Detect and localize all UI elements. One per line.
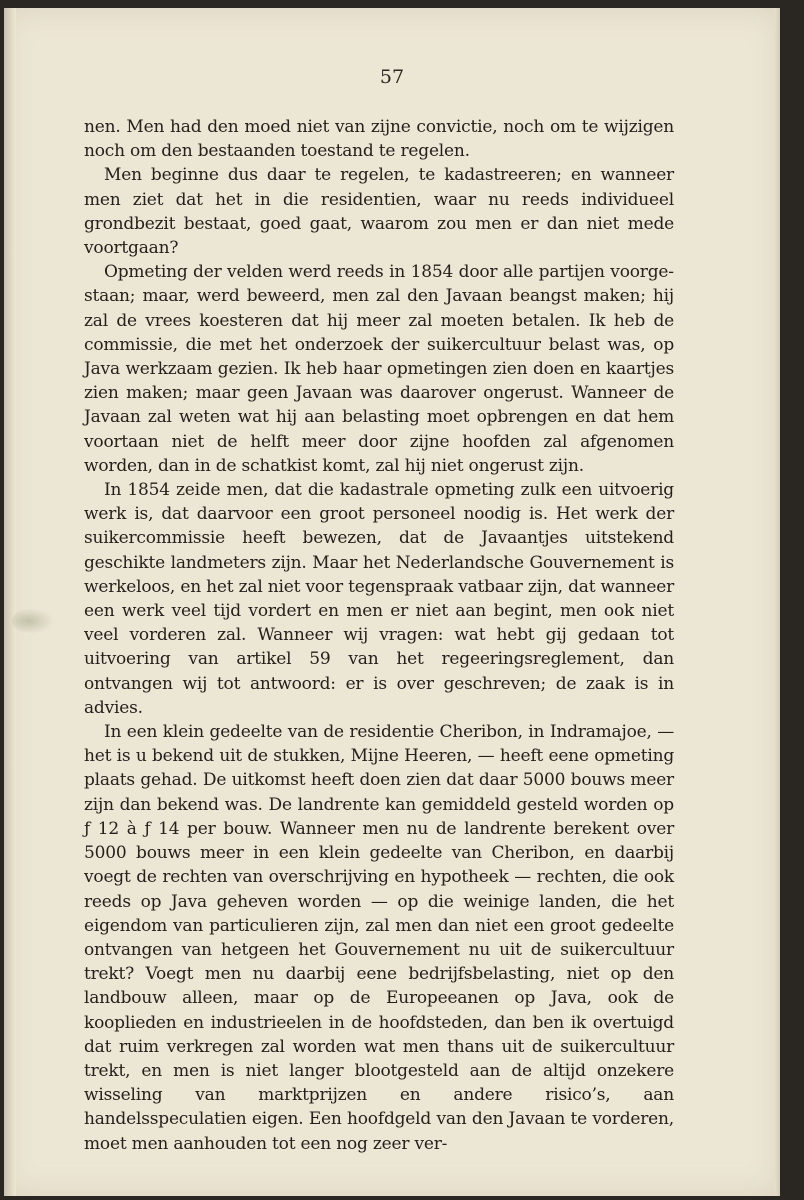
- paragraph: Opmeting der velden werd reeds in 1854 door alle partijen voorgestaan; maar, werd beweerd, men zal den Javaan beangst maken; hij zal de vrees koesteren dat hij meer zal moeten betalen. Ik heb de commissie, die met het onderzoek der suikercultuur belast was, op Java werkzaam gezien. Ik heb haar opmetingen zien doen en kaartjes zien maken; maar geen Javaan was daarover ongerust. Wanneer de Javaan zal weten wat hij aan belasting moet opbrengen en dat hem voortaan niet de helft meer door zijne hoofden zal afgenomen worden, dan in de schatkist komt, zal hij niet ongerust zijn.: [84, 262, 674, 476]
- paper-stain: [12, 608, 54, 634]
- body-text: [84, 115, 674, 1156]
- page-edge: [774, 8, 780, 1196]
- paragraph: In een klein gedeelte van de residentie Cheribon, in Indramajoe, — het is u bekend uit de stukken, Mijne Heeren, — heeft eene opmeting plaats gehad. De uitkomst heeft doen zien dat daar 5000 bouws meer zijn dan bekend was. De landrente kan gemiddeld gesteld worden op ƒ 12 à ƒ 14 per bouw. Wanneer men nu de landrente berekent over 5000 bouws meer in een klein gedeelte van Cheribon, en daarbij voegt de rechten van overschrijving en hypotheek — rechten, die ook reeds op Java geheven worden — op die weinige landen, die het eigendom van particulieren zijn, zal men dan niet een groot gedeelte ontvangen van hetgeen het Gouvernement nu uit de suikercultuur trekt? Voegt men nu daarbij eene bedrijfsbelasting, niet op den landbouw alleen, maar op de Europeeanen op Java, ook de kooplieden en industrieelen in de hoofdsteden, dan ben ik overtuigd dat ruim verkregen zal worden wat men thans uit de suikercultuur trekt, en men is niet langer blootgesteld aan de altijd onzekere wisseling van marktprijzen en andere risico’s, aan handelsspeculatien eigen. Een hoofdgeld van den Javaan te vorderen, moet men aanhouden tot een nog zeer ver-: [84, 722, 674, 1154]
- paragraph: Men beginne dus daar te regelen, te kadastreeren; en wanneer men ziet dat het in die residentien, waar nu reeds individueel grondbezit bestaat, goed gaat, waarom zou men er dan niet mede voortgaan?: [84, 165, 674, 259]
- paragraph: In 1854 zeide men, dat die kadastrale opmeting zulk een uitvoerig werk is, dat daarvoor een groot personeel noodig is. Het werk der suikercommissie heeft bewezen, dat de Javaantjes uitstekend geschikte landmeters zijn. Maar het Nederlandsche Gouvernement is werkeloos, en het zal niet voor tegenspraak vatbaar zijn, dat wanneer een werk veel tijd vordert en men er niet aan begint, men ook niet veel vorderen zal. Wanneer wij vragen: wat hebt gij gedaan tot uitvoering van artikel 59 van het regeeringsreglement, dan ontvangen wij tot antwoord: er is over geschreven; de zaak is in advies.: [84, 480, 674, 718]
- paragraph-continuation: nen. Men had den moed niet van zijne convictie, noch om te wijzigen noch om den bestaanden toestand te regelen.: [84, 117, 674, 162]
- page-number: 57: [379, 66, 405, 88]
- page-gutter: [4, 8, 16, 1196]
- book-page: [4, 8, 780, 1196]
